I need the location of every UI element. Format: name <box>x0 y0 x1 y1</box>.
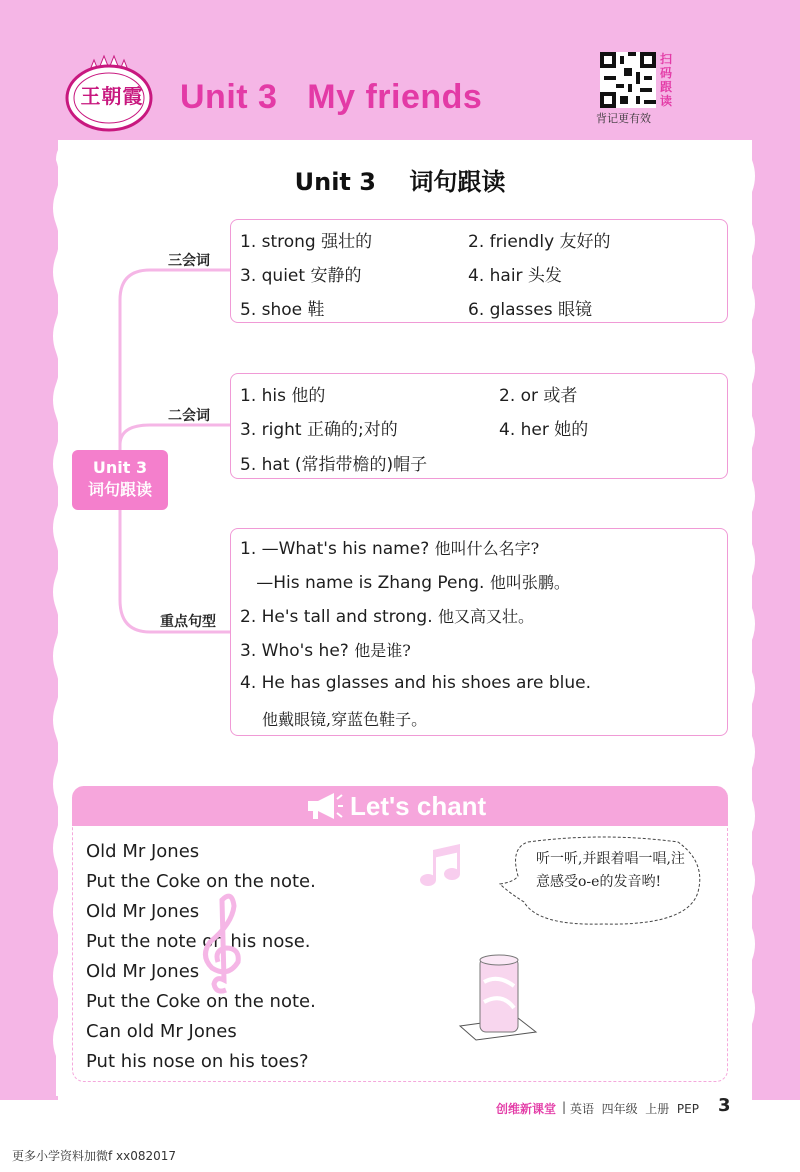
sentence-en: 1. —What's his name? <box>240 539 430 559</box>
chant-line: Put the note on his nose. <box>86 931 311 952</box>
chant-line: Old Mr Jones <box>86 901 200 922</box>
music-note-icon <box>418 842 462 890</box>
footer-separator: | <box>562 1100 567 1114</box>
vocab-item: 6. glasses 眼镜 <box>468 300 592 320</box>
treble-clef-icon <box>198 890 248 1000</box>
chant-line: Old Mr Jones <box>86 841 200 862</box>
megaphone-icon <box>304 789 344 823</box>
vocab-item: 2. or 或者 <box>499 386 578 406</box>
sentence-line <box>240 638 411 661</box>
mindmap-center-node <box>72 450 168 510</box>
chant-title: Let's chant <box>350 791 487 821</box>
chant-line: Put his nose on his toes? <box>86 1051 309 1072</box>
section-title: Unit 3 词句跟读 <box>294 168 506 196</box>
chant-line: Put the Coke on the note. <box>86 991 316 1012</box>
vocab-item: 5. hat (常指带檐的)帽子 <box>240 455 428 475</box>
page-number: 3 <box>718 1095 731 1116</box>
qr-side-text: 扫码跟读 <box>660 52 673 108</box>
bottom-note: 更多小学资料加微f xx082017 <box>12 1149 177 1163</box>
vocab-item: 4. her 她的 <box>499 420 589 440</box>
center-line-1: Unit 3 <box>92 458 148 477</box>
vocab-item: 1. strong 强壮的 <box>240 232 373 252</box>
sentence-cn: 他又高又壮。 <box>438 607 535 626</box>
branch-label-erhui: 二会词 <box>168 408 210 424</box>
sentence-line <box>240 570 570 593</box>
sentence-en: —His name is Zhang Peng. <box>240 573 485 593</box>
sentence-line <box>240 673 591 693</box>
sentence-cn: 他戴眼镜,穿蓝色鞋子。 <box>262 710 428 729</box>
vocab-item: 3. quiet 安静的 <box>240 266 362 286</box>
sentence-line <box>240 604 534 627</box>
sentence-en: 3. Who's he? <box>240 641 349 661</box>
vocab-item: 5. shoe 鞋 <box>240 300 325 320</box>
vocab-item: 4. hair 头发 <box>468 266 562 286</box>
center-line-2: 词句跟读 <box>87 480 152 499</box>
qr-caption: 背记更有效 <box>596 112 651 125</box>
bubble-text: 听一听,并跟着唱一唱,注意感受o-e的发音哟! <box>536 851 685 890</box>
chant-line: Old Mr Jones <box>86 961 200 982</box>
vocab-item: 2. friendly 友好的 <box>468 232 611 252</box>
sentence-cn: 他叫张鹏。 <box>489 573 570 592</box>
sentence-en: 4. He has glasses and his shoes are blue. <box>240 673 592 693</box>
page-title: Unit 3 My friends <box>180 78 483 116</box>
sentence-line <box>240 536 539 559</box>
sentence-cn: 他是谁? <box>354 641 411 660</box>
footer-brand: 创维新课堂 <box>496 1102 557 1116</box>
logo-text: 王朝霞 <box>80 84 144 108</box>
vocab-item: 3. right 正确的;对的 <box>240 420 398 440</box>
vocab-item: 1. his 他的 <box>240 386 326 406</box>
sentence-en: 2. He's tall and strong. <box>240 607 433 627</box>
sentence-box <box>230 528 728 736</box>
footer-meta: 英语 四年级 上册 PEP <box>570 1102 699 1116</box>
sentence-line <box>262 707 427 730</box>
sentence-cn: 他叫什么名字? <box>434 539 540 558</box>
branch-label-sanhui: 三会词 <box>168 253 210 269</box>
chant-line: Can old Mr Jones <box>86 1021 237 1042</box>
branch-label-sentences: 重点句型 <box>160 614 216 630</box>
cup-icon <box>458 952 538 1042</box>
chant-line: Put the Coke on the note. <box>86 871 316 892</box>
